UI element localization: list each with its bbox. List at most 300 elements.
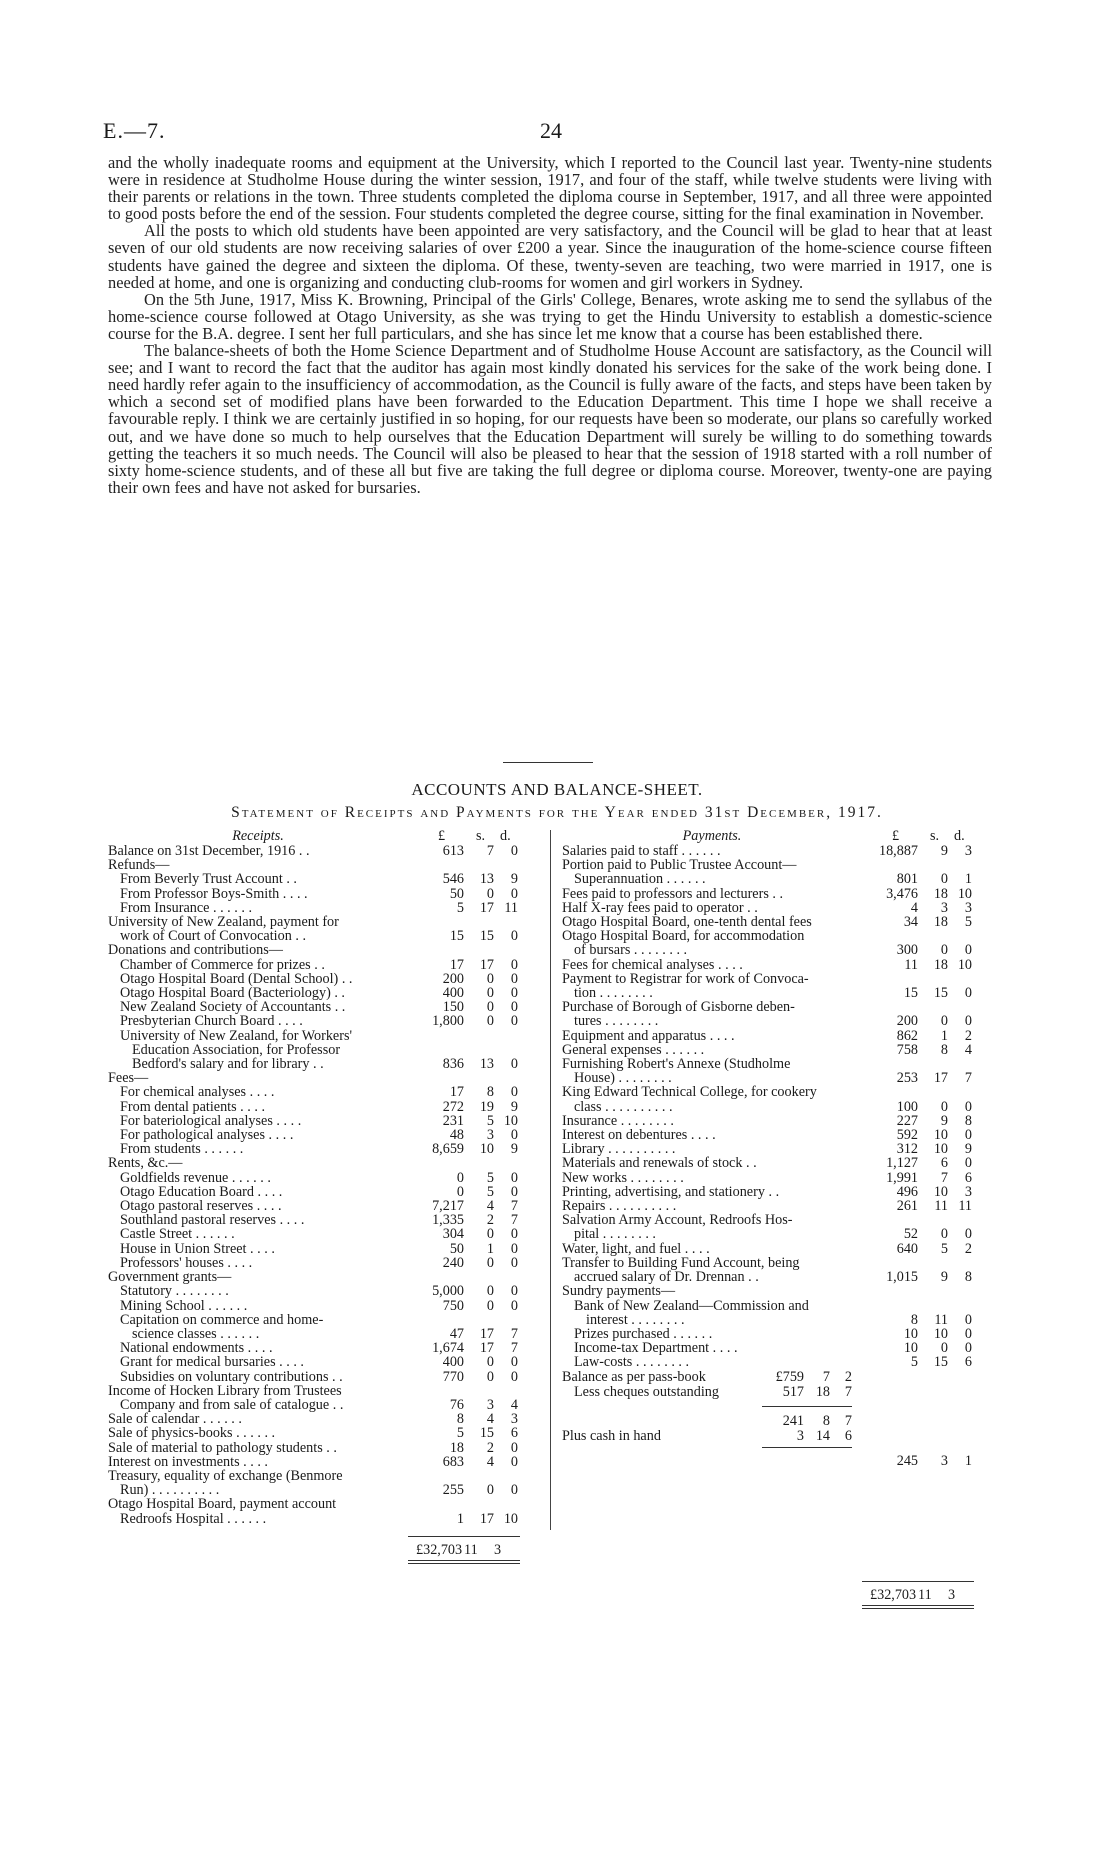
entry-label: Income of Hocken Library from Trustees xyxy=(108,1382,342,1399)
receipt-row xyxy=(108,1412,540,1426)
payment-row xyxy=(562,1341,994,1355)
amount-shillings: 0 xyxy=(486,1354,494,1371)
amount-pence: 0 xyxy=(964,1325,972,1342)
amount-shillings: 11 xyxy=(934,1198,948,1215)
payment-row xyxy=(562,1199,994,1213)
entry-label: Capitation on commerce and home- xyxy=(120,1311,324,1328)
amount-pounds: 15 xyxy=(449,928,464,945)
receipt-row xyxy=(108,844,540,858)
amount-shillings: 10 xyxy=(933,1141,948,1158)
amount-shillings: 0 xyxy=(486,999,494,1016)
entry-label: Presbyterian Church Board . . . . xyxy=(120,1013,303,1030)
amount-pounds: 5 xyxy=(456,1425,464,1442)
entry-label: Education Association, for Professor xyxy=(132,1041,341,1058)
amount-pounds: 592 xyxy=(896,1127,918,1144)
entry-label: Fees for chemical analyses . . . . xyxy=(562,956,743,973)
amount-pence: 10 xyxy=(957,956,972,973)
amount-shillings: 0 xyxy=(486,1297,494,1314)
final-pence: 1 xyxy=(964,1453,972,1470)
subtotal-rule xyxy=(762,1406,852,1407)
entry-label: interest . . . . . . . . xyxy=(586,1311,685,1328)
amount-pounds: 0 xyxy=(456,1169,464,1186)
amount-shillings: 0 xyxy=(940,1226,948,1243)
entry-label: Mining School . . . . . . xyxy=(120,1297,248,1314)
payment-row xyxy=(562,1100,994,1114)
entry-label: Southland pastoral reserves . . . . xyxy=(120,1212,305,1229)
amount-pence: 0 xyxy=(964,1013,972,1030)
amount-pounds: 304 xyxy=(442,1226,464,1243)
payment-row xyxy=(562,858,994,872)
amount-pence: 6 xyxy=(964,1169,972,1186)
entry-label: Furnishing Robert's Annexe (Studholme xyxy=(562,1056,791,1073)
shillings-heading: s. xyxy=(476,828,486,844)
payments-column xyxy=(562,828,994,1613)
receipt-row xyxy=(108,972,540,986)
amount-pence: 8 xyxy=(964,1269,972,1286)
subtotal-rule xyxy=(762,1447,852,1448)
entry-label: From Beverly Trust Account . . xyxy=(120,871,297,888)
amount-shillings: 4 xyxy=(486,1453,494,1470)
entry-label: Run) . . . . . . . . . . xyxy=(120,1482,220,1499)
payment-row xyxy=(562,958,994,972)
amount-pence: 0 xyxy=(510,1453,518,1470)
entry-label: Chamber of Commerce for prizes . . xyxy=(120,956,325,973)
entry-label: King Edward Technical College, for cookery xyxy=(562,1084,817,1101)
amount-pence: 3 xyxy=(964,1183,972,1200)
amount-shillings: 17 xyxy=(933,1070,948,1087)
entry-label: From Insurance . . . . . . xyxy=(120,899,252,916)
payment-row xyxy=(562,1355,994,1369)
amount-pence: 0 xyxy=(510,1056,518,1073)
amount-pence: 0 xyxy=(510,1439,518,1456)
amount-pounds: 8,659 xyxy=(432,1141,464,1158)
paragraph: On the 5th June, 1917, Miss K. Browning, Principal of the Girls' College, Benares, wrote asking me to send the syllabus of the home-science course followed at Otago University, as she was trying to get the Hindu University to establish a domestic-science course for the B.A. degree. I sent her full particulars, and she has since let me know that a course has been established there. xyxy=(108,289,992,343)
amount-pence: 0 xyxy=(510,985,518,1002)
entry-label: New works . . . . . . . . xyxy=(562,1169,684,1186)
amount-pence: 7 xyxy=(510,1340,518,1357)
total-pence: 3 xyxy=(494,1541,502,1558)
entry-label: For pathological analyses . . . . xyxy=(120,1127,294,1144)
payment-row xyxy=(562,1227,994,1241)
amount-pence: 0 xyxy=(510,1169,518,1186)
receipt-row xyxy=(108,1512,540,1526)
entry-label: University of New Zealand, for Workers' xyxy=(120,1027,353,1044)
amount-pounds: 613 xyxy=(442,843,464,859)
amount-shillings: 5 xyxy=(940,1240,948,1257)
entry-label: From dental patients . . . . xyxy=(120,1098,266,1115)
amount-pounds: 300 xyxy=(896,942,918,959)
entry-label: Fees— xyxy=(108,1070,149,1087)
receipts-total xyxy=(108,1532,540,1568)
amount-pounds: 1,674 xyxy=(432,1340,464,1357)
entry-label: Donations and contributions— xyxy=(108,942,283,959)
amount-pounds: 34 xyxy=(903,914,918,931)
amount-pounds: 50 xyxy=(449,1240,464,1257)
receipts-column xyxy=(108,828,540,1568)
amount-pence: 10 xyxy=(957,885,972,902)
amount-shillings: 7 xyxy=(940,1169,948,1186)
payment-row xyxy=(562,1029,994,1043)
amount-shillings: 10 xyxy=(479,1141,494,1158)
payments-header xyxy=(562,828,994,844)
amount-pence: 6 xyxy=(964,1354,972,1371)
entry-label: From students . . . . . . xyxy=(120,1141,244,1158)
amount-pence: 0 xyxy=(510,1482,518,1499)
pounds-heading: £ xyxy=(438,828,446,844)
amount-pence: 0 xyxy=(510,970,518,987)
entry-label: Balance on 31st December, 1916 . . xyxy=(108,843,310,859)
amount-shillings: 0 xyxy=(486,1368,494,1385)
amount-shillings: 3 xyxy=(486,1396,494,1413)
entry-label: Superannuation . . . . . . xyxy=(574,871,706,888)
cheques-outstanding-label: Less cheques outstanding xyxy=(574,1383,719,1400)
entry-label: Otago Hospital Board, for accommodation xyxy=(562,928,805,945)
receipt-row xyxy=(108,1185,540,1199)
entry-label: National endowments . . . . xyxy=(120,1340,273,1357)
receipt-row xyxy=(108,858,540,872)
amount-pounds: 18 xyxy=(449,1439,464,1456)
receipt-row xyxy=(108,1057,540,1071)
cheques-shillings: 18 xyxy=(815,1384,830,1401)
payment-row xyxy=(562,901,994,915)
receipt-row xyxy=(108,1114,540,1128)
balance-passbook-label: Balance as per pass-book xyxy=(562,1368,706,1385)
receipt-row xyxy=(108,1284,540,1298)
receipts-heading: Receipts. xyxy=(232,828,284,844)
entry-label: For bateriological analyses . . . . xyxy=(120,1112,302,1129)
entry-label: House in Union Street . . . . xyxy=(120,1240,275,1257)
shillings-heading: s. xyxy=(930,828,940,844)
amount-shillings: 0 xyxy=(486,885,494,902)
entry-label: Sale of physics-books . . . . . . xyxy=(108,1425,276,1442)
final-shillings: 3 xyxy=(940,1453,948,1470)
entry-label: Transfer to Building Fund Account, being xyxy=(562,1254,800,1271)
amount-pence: 0 xyxy=(510,1226,518,1243)
final-pounds: 245 xyxy=(896,1453,918,1470)
paragraph: All the posts to which old students have been appointed are very satisfactory, and the Council will be glad to hear that at least seven of our old students are now receiving salaries of over £200 a year. Since the inauguration of the home-science course fifteen students have gained the degree and sixteen the diploma. Of these, twenty-seven are teaching, two were married in 1917, one is needed at home, and one is organizing and conducting club-rooms for women and girl workers in Sydney. xyxy=(108,221,992,292)
entry-label: Insurance . . . . . . . . xyxy=(562,1112,674,1129)
amount-shillings: 8 xyxy=(940,1041,948,1058)
amount-pence: 8 xyxy=(964,1112,972,1129)
payment-row xyxy=(562,943,994,957)
amount-pounds: 770 xyxy=(442,1368,464,1385)
entry-label: work of Court of Convocation . . xyxy=(120,928,306,945)
page-number: 24 xyxy=(540,118,562,143)
entry-label: From Professor Boys-Smith . . . . xyxy=(120,885,308,902)
payment-row xyxy=(562,1014,994,1028)
amount-pounds: 640 xyxy=(896,1240,918,1257)
entry-label: University of New Zealand, payment for xyxy=(108,914,339,931)
payments-list xyxy=(562,844,994,1370)
amount-shillings: 8 xyxy=(486,1084,494,1101)
amount-shillings: 19 xyxy=(479,1098,494,1115)
receipt-row xyxy=(108,1384,540,1398)
amount-pounds: 15 xyxy=(903,985,918,1002)
amount-shillings: 0 xyxy=(486,970,494,987)
amount-pence: 0 xyxy=(964,1340,972,1357)
receipt-row xyxy=(108,1313,540,1327)
payments-heading: Payments. xyxy=(682,828,742,844)
amount-pounds: 1 xyxy=(456,1510,464,1527)
entry-label: Salvation Army Account, Redroofs Hos- xyxy=(562,1212,793,1229)
amount-shillings: 3 xyxy=(940,899,948,916)
amount-pounds: 10 xyxy=(903,1340,918,1357)
amount-shillings: 0 xyxy=(940,871,948,888)
amount-pounds: 801 xyxy=(896,871,918,888)
subtotal-spacer xyxy=(562,1444,994,1454)
amount-pence: 0 xyxy=(964,1226,972,1243)
amount-shillings: 18 xyxy=(933,885,948,902)
net-pence: 7 xyxy=(844,1413,852,1430)
entry-label: Professors' houses . . . . xyxy=(120,1254,253,1271)
payment-row xyxy=(562,887,994,901)
amount-shillings: 13 xyxy=(479,871,494,888)
receipt-row xyxy=(108,1242,540,1256)
amount-pounds: 253 xyxy=(896,1070,918,1087)
entry-label: class . . . . . . . . . . xyxy=(574,1098,673,1115)
amount-shillings: 15 xyxy=(933,985,948,1002)
amount-pence: 3 xyxy=(964,843,972,859)
amount-pence: 0 xyxy=(510,1013,518,1030)
amount-shillings: 18 xyxy=(933,956,948,973)
amount-pounds: 683 xyxy=(442,1453,464,1470)
amount-shillings: 17 xyxy=(479,1340,494,1357)
entry-label: Otago Hospital Board, payment account xyxy=(108,1496,337,1513)
entry-label: Refunds— xyxy=(108,857,170,874)
entry-label: Castle Street . . . . . . xyxy=(120,1226,235,1243)
payment-row xyxy=(562,1256,994,1270)
amount-pence: 6 xyxy=(510,1425,518,1442)
entry-label: Grant for medical bursaries . . . . xyxy=(120,1354,304,1371)
amount-pence: 0 xyxy=(964,1311,972,1328)
entry-label: Company and from sale of catalogue . . xyxy=(120,1396,344,1413)
amount-pence: 10 xyxy=(503,1510,518,1527)
amount-shillings: 0 xyxy=(486,985,494,1002)
amount-pounds: 836 xyxy=(442,1056,464,1073)
payment-row xyxy=(562,1327,994,1341)
amount-shillings: 0 xyxy=(940,1340,948,1357)
receipt-row xyxy=(108,1071,540,1085)
receipt-row xyxy=(108,1426,540,1440)
amount-pounds: 400 xyxy=(442,985,464,1002)
entry-label: House) . . . . . . . . xyxy=(574,1070,672,1087)
entry-label: Treasury, equality of exchange (Benmore xyxy=(108,1467,343,1484)
amount-pence: 0 xyxy=(510,885,518,902)
amount-pence: 5 xyxy=(964,914,972,931)
amount-pence: 7 xyxy=(510,1198,518,1215)
amount-pounds: 312 xyxy=(896,1141,918,1158)
payment-row xyxy=(562,915,994,929)
receipt-row xyxy=(108,1156,540,1170)
amount-shillings: 0 xyxy=(940,1013,948,1030)
amount-pounds: 750 xyxy=(442,1297,464,1314)
amount-shillings: 0 xyxy=(486,1013,494,1030)
amount-pounds: 52 xyxy=(903,1226,918,1243)
amount-pounds: 18,887 xyxy=(878,843,918,859)
receipt-row xyxy=(108,1085,540,1099)
receipt-row xyxy=(108,1483,540,1497)
amount-pence: 0 xyxy=(964,985,972,1002)
amount-shillings: 0 xyxy=(486,1482,494,1499)
amount-pounds: 1,335 xyxy=(432,1212,464,1229)
entry-label: tion . . . . . . . . xyxy=(574,985,653,1002)
payments-total xyxy=(562,1577,994,1613)
receipt-row xyxy=(108,1469,540,1483)
payment-row xyxy=(562,1000,994,1014)
statement-title: Statement of Receipts and Payments for the Year ended 31st December, 1917. xyxy=(231,804,883,821)
cash-pounds: 3 xyxy=(796,1428,804,1445)
amount-shillings: 0 xyxy=(940,1098,948,1115)
receipt-row xyxy=(108,1029,540,1043)
amount-shillings: 15 xyxy=(933,1354,948,1371)
amount-pounds: 76 xyxy=(449,1396,464,1413)
receipt-row xyxy=(108,1270,540,1284)
entry-label: General expenses . . . . . . xyxy=(562,1041,705,1058)
total-pounds: £32,703 xyxy=(416,1541,463,1558)
amount-shillings: 1 xyxy=(486,1240,494,1257)
amount-pence: 0 xyxy=(510,999,518,1016)
amount-pence: 0 xyxy=(964,1127,972,1144)
entry-label: Law-costs . . . . . . . . xyxy=(574,1354,690,1371)
report-body xyxy=(108,154,992,496)
amount-pounds: 240 xyxy=(442,1254,464,1271)
amount-shillings: 4 xyxy=(486,1198,494,1215)
amount-shillings: 9 xyxy=(940,1269,948,1286)
entry-label: Otago Hospital Board, one-tenth dental fees xyxy=(562,914,812,931)
net-shillings: 8 xyxy=(822,1413,830,1430)
amount-pence: 0 xyxy=(510,1183,518,1200)
payment-row xyxy=(562,872,994,886)
receipt-row xyxy=(108,1398,540,1412)
amount-shillings: 17 xyxy=(479,899,494,916)
amount-shillings: 11 xyxy=(934,1311,948,1328)
net-pounds: 241 xyxy=(782,1413,804,1430)
receipt-row xyxy=(108,872,540,886)
receipt-row xyxy=(108,901,540,915)
entry-label: Otago pastoral reserves . . . . xyxy=(120,1198,282,1215)
receipt-row xyxy=(108,958,540,972)
entry-label: Salaries paid to staff . . . . . . xyxy=(562,843,721,859)
amount-pounds: 1,015 xyxy=(886,1269,918,1286)
entry-label: Redroofs Hospital . . . . . . xyxy=(120,1510,267,1527)
receipt-row xyxy=(108,1256,540,1270)
entry-label: Payment to Registrar for work of Convoca- xyxy=(562,970,809,987)
amount-shillings: 1 xyxy=(940,1027,948,1044)
entry-label: Otago Education Board . . . . xyxy=(120,1183,283,1200)
amount-pence: 4 xyxy=(510,1396,518,1413)
amount-shillings: 9 xyxy=(940,1112,948,1129)
entry-label: Sale of material to pathology students . . xyxy=(108,1439,337,1456)
amount-shillings: 15 xyxy=(479,1425,494,1442)
amount-shillings: 10 xyxy=(933,1127,948,1144)
amount-pence: 11 xyxy=(504,899,518,916)
page-header xyxy=(103,118,1003,148)
amount-shillings: 0 xyxy=(486,1226,494,1243)
entry-label: Interest on debentures . . . . xyxy=(562,1127,716,1144)
column-divider xyxy=(550,830,551,1530)
amount-pence: 7 xyxy=(510,1325,518,1342)
amount-pounds: 4 xyxy=(910,899,918,916)
payment-row xyxy=(562,1171,994,1185)
payment-row xyxy=(562,986,994,1000)
amount-pence: 1 xyxy=(964,871,972,888)
amount-pounds: 8 xyxy=(456,1411,464,1428)
payment-row xyxy=(562,1114,994,1128)
amount-shillings: 3 xyxy=(486,1127,494,1144)
receipt-row xyxy=(108,1100,540,1114)
amount-pence: 0 xyxy=(964,1098,972,1115)
amount-shillings: 4 xyxy=(486,1411,494,1428)
payment-row xyxy=(562,929,994,943)
receipt-row xyxy=(108,1370,540,1384)
amount-shillings: 6 xyxy=(940,1155,948,1172)
entry-label: Materials and renewals of stock . . xyxy=(562,1155,757,1172)
amount-pence: 2 xyxy=(964,1027,972,1044)
amount-shillings: 5 xyxy=(486,1169,494,1186)
entry-label: Library . . . . . . . . . . xyxy=(562,1141,676,1158)
entry-label: Otago Hospital Board (Bacteriology) . . xyxy=(120,985,345,1002)
amount-pounds: 200 xyxy=(896,1013,918,1030)
amount-pounds: 8 xyxy=(910,1311,918,1328)
amount-pounds: 231 xyxy=(442,1112,464,1129)
paragraph: The balance-sheets of both the Home Science Department and of Studholme House Account are satisfactory, as the Council will see; and I want to record the fact that the auditor has again most kindly donated his services for the sake of the work being done. I need hardly refer again to the insufficiency of accommodation, as the Council is fully aware of the facts, and steps have been taken by which a second set of modified plans have been forwarded to the Education Department. This time I hope we shall receive a favourable reply. I think we are certainly justified in so hoping, for our requests have been so moderate, our plans so carefully worked out, and we have done so much to help ourselves that the Education Department will surely be willing to do something towards getting the teachers it so much needs. The Council will also be pleased to hear that the session of 1918 started with a roll number of sixty home-science students, and of these all but five are taking the full degree or diploma course. Moreover, twenty-one are paying their own fees and have not asked for bursaries. xyxy=(108,341,992,497)
receipt-row xyxy=(108,1327,540,1341)
payment-row xyxy=(562,1213,994,1227)
cheques-pounds: 517 xyxy=(782,1384,804,1401)
receipt-row xyxy=(108,986,540,1000)
entry-label: Rents, &c.— xyxy=(108,1155,183,1172)
amount-pence: 0 xyxy=(510,1368,518,1385)
pence-heading: d. xyxy=(500,828,511,844)
cheques-outstanding-row xyxy=(562,1385,994,1400)
amount-shillings: 17 xyxy=(479,1325,494,1342)
amount-pounds: 3,476 xyxy=(886,885,918,902)
entry-label: Fees paid to professors and lecturers . . xyxy=(562,885,784,902)
amount-pence: 0 xyxy=(510,1283,518,1300)
amount-pence: 0 xyxy=(510,1127,518,1144)
entry-label: Sale of calendar . . . . . . xyxy=(108,1411,242,1428)
amount-pounds: 758 xyxy=(896,1041,918,1058)
entry-label: Statutory . . . . . . . . xyxy=(120,1283,229,1300)
receipt-row xyxy=(108,1341,540,1355)
total-double-rule xyxy=(862,1608,974,1609)
entry-label: Water, light, and fuel . . . . xyxy=(562,1240,710,1257)
receipt-row xyxy=(108,929,540,943)
amount-shillings: 0 xyxy=(486,1254,494,1271)
entry-label: Interest on investments . . . . xyxy=(108,1453,268,1470)
amount-shillings: 10 xyxy=(933,1183,948,1200)
amount-pence: 11 xyxy=(958,1198,972,1215)
balance-passbook-row xyxy=(562,1370,994,1385)
amount-pounds: 5,000 xyxy=(432,1283,464,1300)
amount-shillings: 15 xyxy=(479,928,494,945)
amount-shillings: 17 xyxy=(479,1510,494,1527)
entry-label: Equipment and apparatus . . . . xyxy=(562,1027,735,1044)
amount-pounds: 272 xyxy=(442,1098,464,1115)
amount-pence: 3 xyxy=(510,1411,518,1428)
amount-pounds: 17 xyxy=(449,1084,464,1101)
amount-pounds: 400 xyxy=(442,1354,464,1371)
payment-row xyxy=(562,1085,994,1099)
amount-pence: 0 xyxy=(510,1084,518,1101)
amount-pounds: 100 xyxy=(896,1098,918,1115)
receipt-row xyxy=(108,1142,540,1156)
entry-label: Goldfields revenue . . . . . . xyxy=(120,1169,271,1186)
payment-row xyxy=(562,844,994,858)
amount-pence: 7 xyxy=(510,1212,518,1229)
payment-row xyxy=(562,1270,994,1284)
entry-label: pital . . . . . . . . xyxy=(574,1226,656,1243)
